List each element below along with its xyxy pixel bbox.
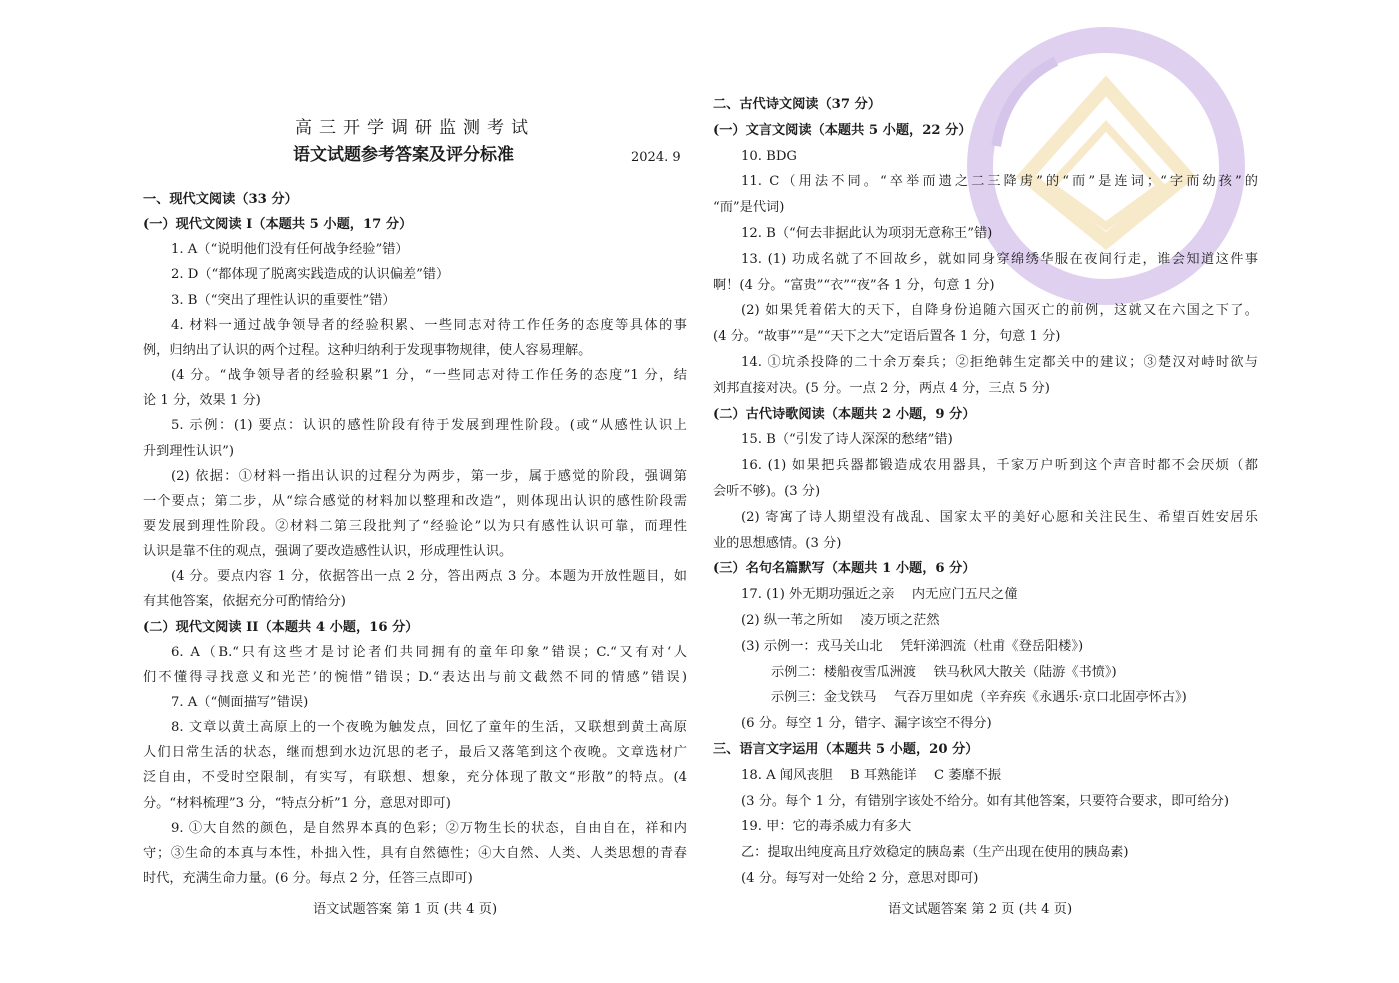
section-heading: 三、语言文字运用（本题共 5 小题，20 分）: [713, 742, 979, 757]
section-heading: (三）名句名篇默写（本题共 1 小题，6 分）: [713, 561, 976, 577]
section-heading: 二、古代诗文阅读（37 分）: [713, 97, 882, 112]
footer-page-1: 语文试题答案 第 1 页 (共 4 页): [313, 902, 498, 917]
text-line: 16. (1) 如果把兵器都锻造成农用器具，千家万户听到这个声音时都不会厌烦（都: [741, 458, 1258, 474]
text-line: 乙：提取出纯度高且疗效稳定的胰岛素（生产出现在使用的胰岛素): [741, 845, 1129, 861]
text-line: 6. A（B.“只有这些才是讨论者们共同拥有的童年印象”错误；C.“又有对‘人: [171, 644, 687, 660]
text-line: 5. 示例：(1) 要点：认识的感性阶段有待于发展到理性阶段。(或“从感性认识上: [171, 418, 687, 434]
text-line: 要发展到理性阶段。②材料二第三段批判了“经验论”以为只有感性认识可靠，而理性: [143, 518, 687, 534]
section-heading: (二）古代诗歌阅读（本题共 2 小题，9 分）: [713, 406, 976, 422]
section-heading: (一）现代文阅读 I（本题共 5 小题，17 分）: [143, 217, 413, 233]
text-line: 业的思想感情。(3 分): [713, 535, 842, 551]
text-line: 时代，充满生命力量。(6 分。每点 2 分，任答三点即可): [143, 871, 473, 887]
text-line: 一个要点；第二步，从“综合感觉的材料加以整理和改造”，则体现出认识的感性阶段需: [143, 493, 687, 509]
text-line: (2) 寄寓了诗人期望没有战乱、国家太平的美好心愿和关注民生、希望百姓安居乐: [741, 509, 1258, 525]
text-line: 7. A（“侧面描写”错误): [171, 695, 309, 710]
text-line: 例，归纳出了认识的两个过程。这种归纳利于发现事物规律，使人容易理解。: [143, 342, 592, 358]
text-line: (4 分。“战争领导者的经验积累”1 分，“一些同志对待工作任务的态度”1 分，结: [171, 368, 687, 384]
text-line: 8. 文章以黄土高原上的一个夜晚为触发点，回忆了童年的生活，又联想到黄土高原: [171, 720, 687, 736]
text-line: 论 1 分，效果 1 分): [143, 393, 261, 409]
text-line: 人们日常生活的状态，继而想到水边沉思的老子，最后又落笔到这个夜晚。文章选材广: [143, 745, 687, 761]
text-line: 14. ①坑杀投降的二十余万秦兵；②拒绝韩生定都关中的建议；③楚汉对峙时欲与: [741, 355, 1258, 370]
text-line: (2) 如果凭着偌大的天下，自降身份追随六国灭亡的前例，这就又在六国之下了。: [741, 303, 1258, 319]
text-line: 18. A 闻风丧胆 B 耳熟能详 C 萎靡不振: [741, 767, 1002, 783]
text-line: 分。“材料梳理”3 分，“特点分析”1 分，意思对即可): [143, 795, 451, 811]
text-line: 19. 甲：它的毒杀威力有多大: [741, 819, 912, 835]
text-line: 守；③生命的本真与本性，朴拙入性，具有自然德性；④大自然、人类、人类思想的青春: [143, 845, 687, 861]
text-line: 认识是靠不住的观点，强调了要改造感性认识，形成理性认识。: [143, 544, 513, 560]
footer-page-2: 语文试题答案 第 2 页 (共 4 页): [888, 902, 1073, 917]
text-line: (3) 示例一：戎马关山北 凭轩涕泗流（杜甫《登岳阳楼》): [741, 638, 1084, 654]
text-line: 升到理性认识”): [143, 443, 235, 459]
text-line: 示例三：金戈铁马 气吞万里如虎（辛弃疾《永遇乐·京口北固亭怀古》): [771, 690, 1187, 706]
text-line: 17. (1) 外无期功强近之亲 内无应门五尺之僮: [741, 587, 1018, 603]
text-line: 15. B（“引发了诗人深深的愁绪”错): [741, 432, 953, 448]
text-line: 示例二：楼船夜雪瓜洲渡 铁马秋风大散关（陆游《书愤》): [771, 664, 1117, 680]
text-line: “而”是代词): [713, 200, 785, 216]
text-line: 会听不够)。(3 分): [713, 484, 821, 499]
section-heading: 一、现代文阅读（33 分）: [143, 192, 298, 207]
text-line: 泛自由，不受时空限制，有实写，有联想、想象，充分体现了散文“形散”的特点。(4: [143, 770, 687, 786]
text-line: (4 分。要点内容 1 分，依据答出一点 2 分，答出两点 3 分。本题为开放性题目，如: [171, 569, 687, 585]
exam-date: 2024. 9: [631, 150, 681, 165]
text-line: 啊！(4 分。“富贵”“衣”“夜”各 1 分，句意 1 分): [713, 277, 995, 293]
text-line: (4 分。每写对一处给 2 分，意思对即可): [741, 871, 979, 886]
text-line: 11. C（用法不同。“卒举而遗之二三降虏”的“而”是连词；“字而幼孩”的: [741, 174, 1258, 190]
text-line: 们不懂得寻找意义和光芒’的惋惜”错误；D.“表达出与前文截然不同的情感”错误): [143, 669, 687, 685]
text-line: 刘邦直接对决。(5 分。一点 2 分，两点 4 分，三点 5 分): [713, 380, 1050, 396]
text-line: 3. B（“突出了理性认识的重要性”错）: [171, 292, 396, 308]
text-line: (2) 依据：①材料一指出认识的过程分为两步，第一步，属于感觉的阶段，强调第: [171, 468, 687, 484]
text-line: (3 分。每个 1 分，有错别字该处不给分。如有其他答案，只要符合要求，即可给分): [741, 793, 1230, 809]
text-line: 13. (1) 功成名就了不回故乡，就如同身穿绵绣华服在夜间行走，谁会知道这件事: [741, 251, 1258, 267]
text-line: 9. ①大自然的颜色，是自然界本真的色彩；②万物生长的状态，自由自在，祥和内: [171, 820, 687, 836]
text-line: 1. A（“说明他们没有任何战争经验”错）: [171, 242, 409, 258]
text-line: 4. 材料一通过战争领导者的经验积累、一些同志对待工作任务的态度等具体的事: [171, 317, 687, 333]
text-line: 12. B（“何去非据此认为项羽无意称王”错): [741, 226, 993, 241]
text-line: 10. BDG: [741, 148, 797, 164]
text-line: (4 分。“故事”“是”“天下之大”定语后置各 1 分，句意 1 分): [713, 329, 1061, 345]
section-heading: (一）文言文阅读（本题共 5 小题，22 分）: [713, 122, 972, 138]
exam-title: 高三开学调研监测考试: [295, 118, 535, 138]
section-heading: (二）现代文阅读 II（本题共 4 小题，16 分）: [143, 619, 419, 635]
text-line: (2) 纵一苇之所如 凌万顷之茫然: [741, 613, 940, 628]
doc-title: 语文试题参考答案及评分标准: [293, 145, 514, 165]
text-line: 有其他答案，依据充分可酌情给分): [143, 594, 346, 610]
text-line: (6 分。每空 1 分，错字、漏字该空不得分): [741, 716, 992, 732]
text-line: 2. D（“都体现了脱离实践造成的认识偏差”错）: [171, 267, 450, 283]
